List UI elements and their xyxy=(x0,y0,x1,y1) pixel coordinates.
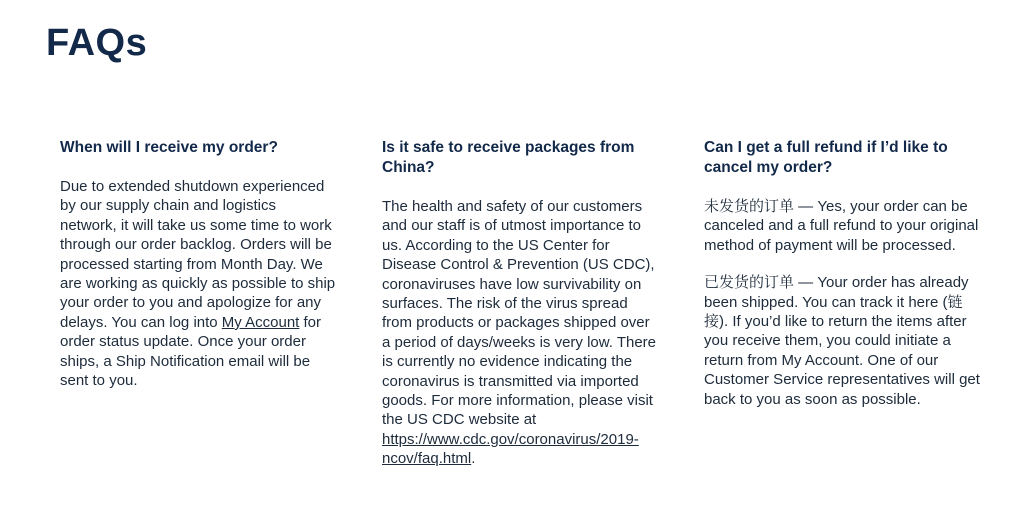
answer-text: Due to extended shutdown experienced by our supply chain and logistics network, it will take us some time to work through our order backlog. Orders will be processed starting from Month Day. We are working as quickly as possible to ship your order to you and apologize for any delays. You can log into xyxy=(60,178,336,331)
faq-answer-shipped xyxy=(704,273,980,409)
tracking-link[interactable]: 链接 xyxy=(704,292,963,331)
answer-text: The health and safety of our customers and our staff is of utmost importance to us. According to the US Center for Disease Control & Prevention (US CDC), coronaviruses have low survivability on surfaces. The risk of the virus spread from products or packages shipped over a period of days/weeks is very low. There is currently no evidence indicating the coronavirus is transmitted via imported goods. For more information, please visit the US CDC website at xyxy=(382,198,657,429)
faq-answer xyxy=(60,177,336,390)
faq-question: Can I get a full refund if I’d like to cancel my order? xyxy=(704,139,948,176)
answer-text: . xyxy=(471,450,476,468)
faq-question: Is it safe to receive packages from China? xyxy=(382,139,635,176)
faq-item-order-delivery xyxy=(60,138,336,487)
faq-answer-unshipped xyxy=(704,197,980,255)
my-account-link[interactable]: My Account xyxy=(221,313,300,331)
answer-text: — Your order has already been shipped. You can track it here ( xyxy=(704,274,969,311)
unshipped-order-label: 未发货的订单 xyxy=(704,197,795,215)
answer-text: ). If you’d like to return the items after you receive them, you could initiate a return from My Account. One of our Customer Service representatives will get back to you as soon as possible. xyxy=(704,313,980,408)
faq-grid xyxy=(60,138,980,487)
answer-text: for order status update. Once your order ships, a Ship Notification email will be sent to you. xyxy=(60,313,322,390)
faq-question: When will I receive my order? xyxy=(60,139,278,156)
shipped-order-label: 已发货的订单 xyxy=(704,273,795,292)
page-title: FAQs xyxy=(46,22,148,64)
faq-item-refund xyxy=(704,138,980,487)
answer-text: — Yes, your order can be canceled and a full refund to your original method of payment will be processed. xyxy=(704,198,979,254)
faq-item-package-safety xyxy=(382,138,658,487)
faq-answer xyxy=(382,197,658,469)
cdc-faq-link[interactable]: https://www.cdc.gov/coronavirus/2019-ncov/faq.html xyxy=(382,430,639,468)
